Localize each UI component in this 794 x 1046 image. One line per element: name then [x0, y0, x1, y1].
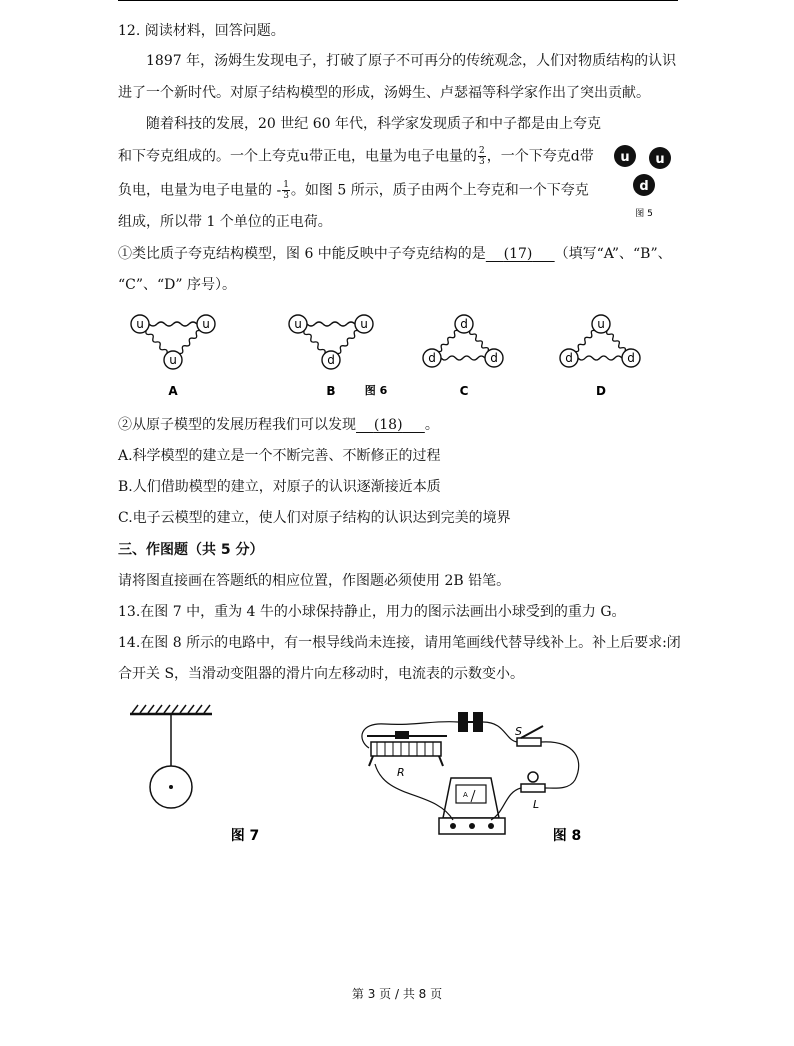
fig6-option-label: C [459, 384, 469, 398]
q12-para2-line2: 和下夸克组成的。一个上夸克u带正电，电量为电子电量的 $\frac{2}{3}$ ，一个下夸克d带 [118, 146, 594, 167]
rheostat [367, 731, 447, 779]
gluon-line [470, 331, 489, 352]
quark-letter: d [490, 351, 498, 365]
quark-letter: d [428, 351, 436, 365]
quark-letter: d [327, 353, 335, 367]
figure-6-quark-models [118, 305, 658, 400]
gluon-line [607, 331, 626, 352]
svg-text:u: u [655, 152, 665, 167]
fig6-option-c [423, 315, 503, 398]
quark-letter: d [565, 351, 573, 365]
svg-text:u: u [620, 150, 630, 165]
ammeter [439, 778, 505, 834]
q12-para2-line4: 组成，所以带 1 个单位的正电荷。 [118, 214, 332, 230]
option-b: B.人们借助模型的建立，对原子的认识逐渐接近本质 [118, 479, 441, 495]
header-rule [118, 0, 678, 1]
q13-text: 13.在图 7 中，重为 4 牛的小球保持静止，用力的图示法画出小球受到的重力 G。 [118, 604, 626, 620]
q12-para2-line1: 随着科技的发展，20 世纪 60 年代，科学家发现质子和中子都是由上夸克 [146, 116, 601, 132]
gluon-line [149, 322, 197, 326]
battery [458, 712, 483, 732]
answer-blank-18[interactable]: (18) [373, 417, 403, 433]
q12-sub1-line1: ①类比质子夸克结构模型，图 6 中能反映中子夸克结构的是 (17) （填写“A”、“B”、 [118, 246, 672, 262]
quark-letter: d [460, 317, 468, 331]
quark-u-right [649, 147, 671, 169]
fig6-option-label: A [168, 384, 178, 398]
q14-line1: 14.在图 8 所示的电路中，有一根导线尚未连接，请用笔画线代替导线补上。补上后要求:闭 [118, 635, 681, 651]
answer-blank-17[interactable]: (17) [503, 246, 533, 262]
fig6-label: 图 6 [364, 384, 388, 397]
option-a: A.科学模型的建立是一个不断完善、不断修正的过程 [118, 448, 441, 464]
fraction-two-thirds: $\frac{2}{3}$ [479, 146, 485, 167]
quark-letter: d [627, 351, 635, 365]
fig6-option-b [289, 315, 373, 398]
gluon-line [441, 356, 485, 360]
quark-letter: u [360, 317, 368, 331]
q12-title: 12. 阅读材料，回答问题。 [118, 23, 285, 39]
quark-letter: u [597, 317, 605, 331]
svg-text:A: A [463, 791, 468, 799]
gluon-line [307, 322, 355, 326]
fig6-option-label: D [596, 384, 606, 398]
q12-para1-line2: 进了一个新时代。对原子结构模型的形成，汤姆生、卢瑟福等科学家作出了突出贡献。 [118, 85, 650, 101]
figure-5-proton [608, 130, 678, 220]
ceiling-hatch [132, 705, 210, 713]
gluon-line [146, 331, 167, 354]
svg-text:d: d [639, 179, 649, 194]
svg-text:L: L [533, 798, 540, 811]
quark-letter: u [202, 317, 210, 331]
quark-letter: u [136, 317, 144, 331]
quark-u-left [614, 145, 636, 167]
fig6-option-d [560, 315, 640, 398]
gluon-line [337, 331, 358, 354]
fig5-label: 图 5 [635, 209, 653, 219]
quark-letter: u [294, 317, 302, 331]
switch [515, 725, 543, 746]
quark-d-bottom [633, 174, 655, 196]
q12-para2-line3: 负电，电量为电子电量的 - $\frac{1}{3}$ 。如图 5 所示，质子由两个上夸克和一个下夸克 [118, 180, 589, 201]
q14-line2: 合开关 S，当滑动变阻器的滑片向左移动时，电流表的示数变小。 [118, 666, 525, 682]
lamp [521, 772, 545, 811]
page-footer: 第 3 页 / 共 8 页 [351, 987, 443, 1001]
gluon-line [438, 330, 458, 351]
fig6-option-a [131, 315, 215, 398]
svg-text:R: R [397, 766, 405, 779]
figure-7-hanging-ball [120, 700, 300, 860]
section-3-instruction: 请将图直接画在答题纸的相应位置，作图题必须使用 2B 铅笔。 [118, 573, 511, 589]
fraction-one-third: $\frac{1}{3}$ [283, 180, 289, 201]
quark-letter: u [169, 353, 177, 367]
figure-8-circuit [355, 700, 605, 860]
q12-para1-line1: 1897 年，汤姆生发现电子，打破了原子不可再分的传统观念，人们对物质结构的认识 [146, 53, 677, 69]
gluon-line [179, 331, 200, 354]
section-3-heading: 三、作图题（共 5 分） [118, 542, 264, 558]
q12-sub1-line2: “C”、“D” 序号）。 [118, 277, 237, 293]
svg-text:S: S [515, 725, 522, 738]
gluon-line [575, 330, 595, 351]
fig7-label: 图 7 [230, 828, 260, 844]
gluon-line [578, 356, 622, 360]
fig6-option-label: B [326, 384, 336, 398]
q12-sub2: ②从原子模型的发展历程我们可以发现 (18) 。 [118, 417, 439, 433]
ball-center [169, 785, 173, 789]
option-c: C.电子云模型的建立，使人们对原子结构的认识达到完美的境界 [118, 510, 511, 526]
gluon-line [304, 331, 325, 354]
fig8-label: 图 8 [552, 828, 582, 844]
